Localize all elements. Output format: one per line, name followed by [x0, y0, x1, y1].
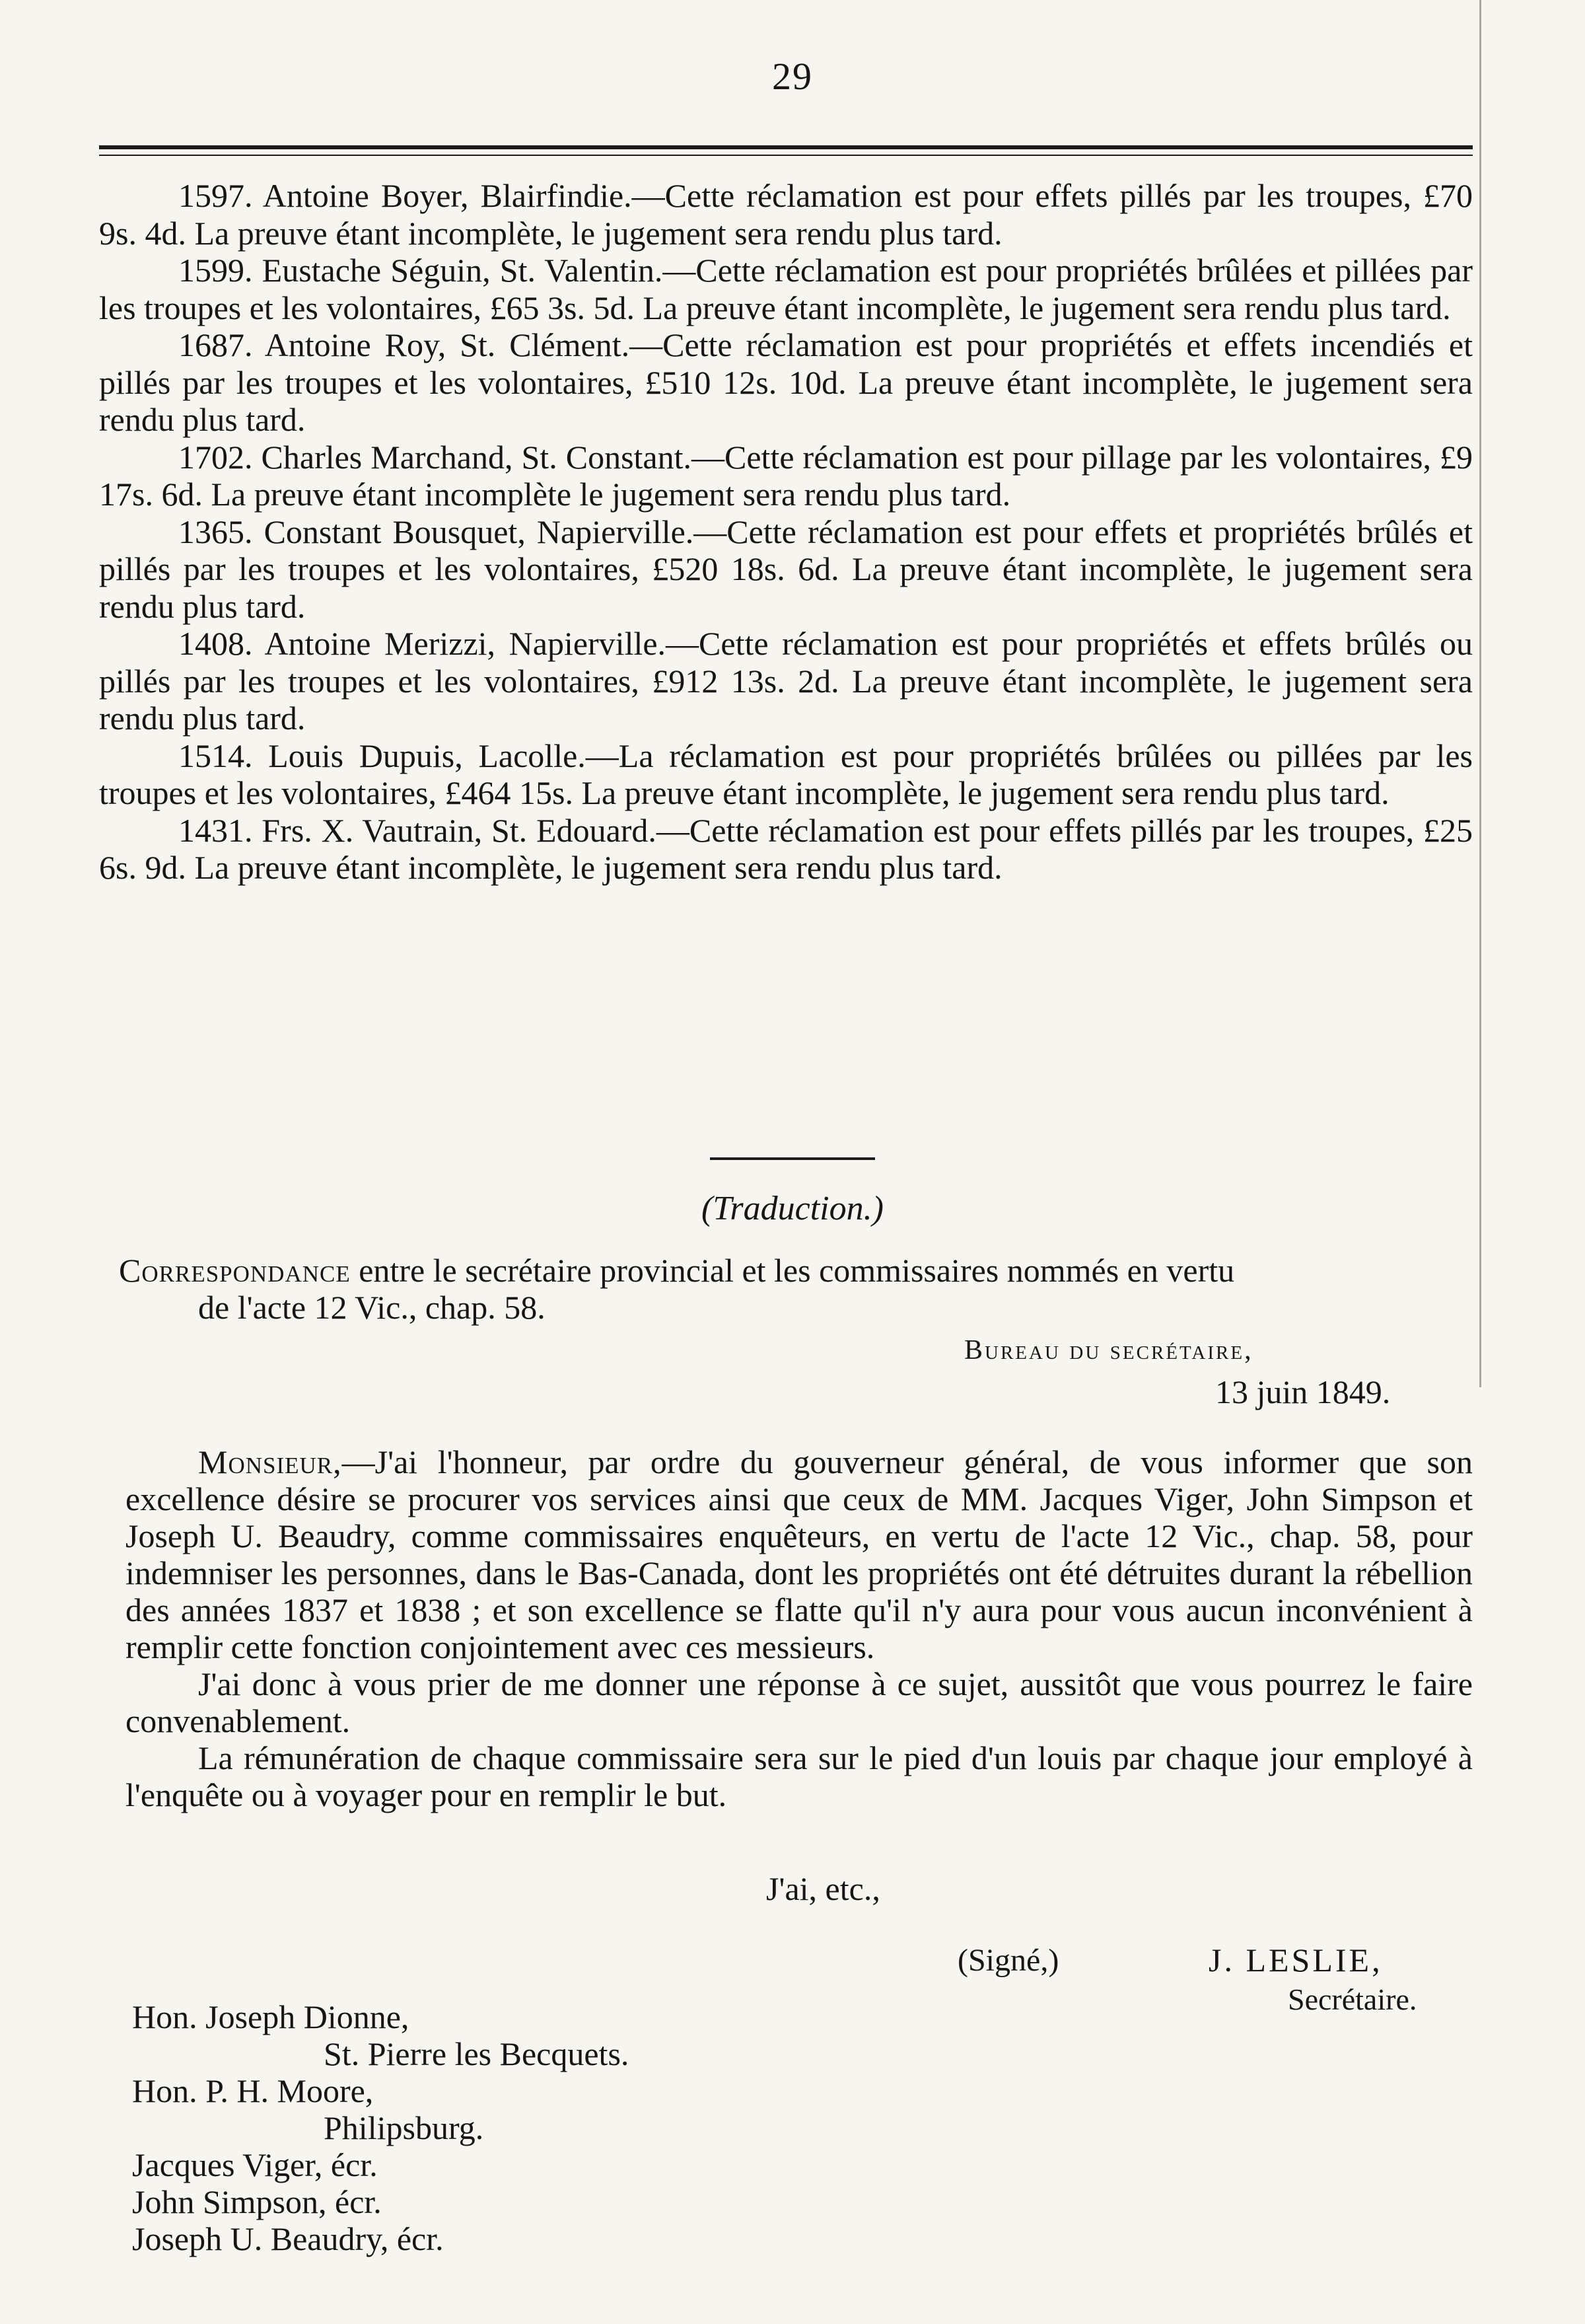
claim-entry: 1514. Louis Dupuis, Lacolle.—La réclamation est pour propriétés brûlées ou pillées par les troupes et les volontaires, £464 15s. La preuve étant incomplète, le jugement sera rendu plus tard.	[99, 737, 1473, 811]
page-number: 29	[772, 55, 813, 98]
letter-paragraph-3: La rémunération de chaque commissaire sera sur le pied d'un louis par chaque jour employé à l'enquête ou à voyager pour en remplir le but.	[125, 1739, 1473, 1813]
addressee-place: Philipsburg.	[324, 2109, 484, 2146]
correspondence-heading	[119, 1252, 1473, 1326]
claim-entry: 1597. Antoine Boyer, Blairfindie.—Cette réclamation est pour effets pillés par les troupes, £70 9s. 4d. La preuve étant incomplète, le jugement sera rendu plus tard.	[99, 177, 1473, 252]
header-rule	[99, 145, 1473, 149]
addressee: John Simpson, écr.	[132, 2183, 382, 2220]
correspondence-line1: entre le secrétaire provincial et les commissaires nommés en vertu	[359, 1252, 1235, 1289]
correspondence-line2: de l'acte 12 Vic., chap. 58.	[198, 1289, 546, 1326]
claim-entry: 1365. Constant Bousquet, Napierville.—Cette réclamation est pour effets et propriétés brûlés et pillés par les troupes et les volontaires, £520 18s. 6d. La preuve étant incomplète, le jugement sera rendu plus tard.	[99, 513, 1473, 625]
letter-paragraph-2: J'ai donc à vous prier de me donner une réponse à ce sujet, aussitôt que vous pourrez le faire convenablement.	[125, 1665, 1473, 1739]
margin-line	[1479, 0, 1481, 1387]
addressee: Hon. P. H. Moore,	[132, 2072, 374, 2109]
claim-entry: 1687. Antoine Roy, St. Clément.—Cette réclamation est pour propriétés et effets incendiés et pillés par les troupes et les volontaires, £510 12s. 10d. La preuve étant incomplète, le jugement sera rendu plus tard.	[99, 326, 1473, 438]
claims-list	[99, 177, 1473, 887]
addressee: Joseph U. Beaudry, écr.	[132, 2220, 444, 2257]
letter-p1-text: —J'ai l'honneur, par ordre du gouverneur général, de vous informer que son excellence désire se procurer vos services ainsi que ceux de MM. Jacques Viger, John Simpson et Joseph U. Beaudry, comme commissaires enquêteurs, en vertu de l'acte 12 Vic., chap. 58, pour indemniser les personnes, dans le Bas-Canada, dont les propriétés ont été détruites durant la rébellion des années 1837 et 1838 ; et son excellence se flatte qu'il n'y aura pour vous aucun inconvénient à remplir cette fonction conjointement avec ces messieurs.	[125, 1443, 1473, 1665]
addressee-place: St. Pierre les Becquets.	[324, 2035, 629, 2072]
signer-title: Secrétaire.	[1288, 1982, 1417, 2016]
closing: J'ai, etc.,	[766, 1870, 880, 1907]
header-rule-thin	[99, 155, 1473, 156]
signer-name: J. LESLIE,	[1209, 1942, 1383, 1979]
addressee: Jacques Viger, écr.	[132, 2146, 378, 2183]
letter-paragraph-1	[125, 1443, 1473, 1665]
addressee: Hon. Joseph Dionne,	[132, 1998, 409, 2035]
signed-label: (Signé,)	[958, 1943, 1059, 1978]
letter-body	[125, 1443, 1473, 1813]
claim-entry: 1702. Charles Marchand, St. Constant.—Cette réclamation est pour pillage par les volontaires, £9 17s. 6d. La preuve étant incomplète le jugement sera rendu plus tard.	[99, 438, 1473, 513]
section-divider	[710, 1157, 875, 1160]
claim-entry: 1599. Eustache Séguin, St. Valentin.—Cette réclamation est pour propriétés brûlées et pillées par les troupes et les volontaires, £65 3s. 5d. La preuve étant incomplète, le jugement sera rendu plus tard.	[99, 252, 1473, 326]
salutation: Monsieur,	[198, 1443, 342, 1480]
correspondence-lead: Correspondance	[119, 1252, 351, 1289]
bureau-line: Bureau du secrétaire,	[964, 1335, 1253, 1365]
claim-entry: 1431. Frs. X. Vautrain, St. Edouard.—Cette réclamation est pour effets pillés par les troupes, £25 6s. 9d. La preuve étant incomplète, le jugement sera rendu plus tard.	[99, 811, 1473, 886]
claim-entry: 1408. Antoine Merizzi, Napierville.—Cette réclamation est pour propriétés et effets brûlés ou pillés par les troupes et les volontaires, £912 13s. 2d. La preuve étant incomplète, le jugement sera rendu plus tard.	[99, 625, 1473, 737]
letter-date: 13 juin 1849.	[1215, 1373, 1391, 1410]
translation-heading: (Traduction.)	[701, 1190, 884, 1227]
